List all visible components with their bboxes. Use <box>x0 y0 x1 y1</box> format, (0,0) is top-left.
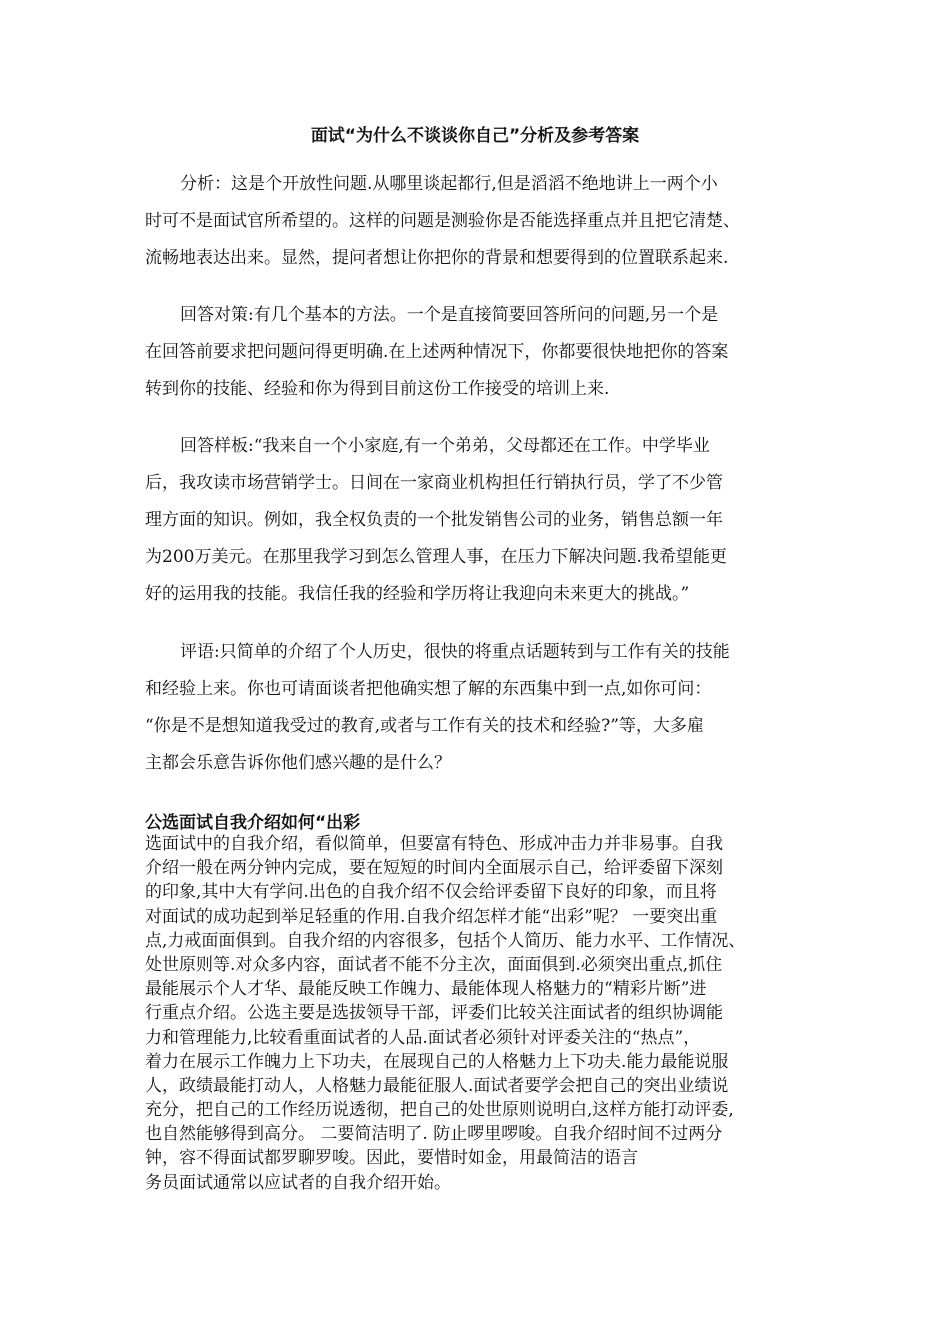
body-line: 钟，容不得面试都罗聊罗唆。因此，要惜时如金，用最简洁的语言 <box>145 1148 638 1169</box>
document-title: 面试“为什么不谈谈你自己”分析及参考答案 <box>310 126 640 146</box>
body-line: 人，政绩最能打动人，人格魅力最能征服人.面试者要学会把自己的突出业绩说 <box>145 1075 729 1096</box>
body-line: 行重点介绍。公选主要是选拔领导干部，评委们比较关注面试者的组织协调能 <box>145 1003 723 1024</box>
body-line: 充分，把自己的工作经历说透彻，把自己的处世原则说明白,这样方能打动评委, <box>145 1100 734 1121</box>
paragraph-line: “你是不是想知道我受过的教育,或者与工作有关的技术和经验?”等，大多雇 <box>145 716 704 736</box>
paragraph-line: 回答对策:有几个基本的方法。一个是直接简要回答所问的问题,另一个是 <box>180 305 719 325</box>
paragraph-line: 转到你的技能、经验和你为得到目前这份工作接受的培训上来. <box>145 379 610 399</box>
paragraph-line: 好的运用我的技能。我信任我的经验和学历将让我迎向未来更大的挑战。” <box>145 584 690 604</box>
comment-paragraph <box>145 634 810 782</box>
paragraph-line: 主都会乐意告诉你他们感兴趣的是什么？ <box>145 753 451 773</box>
paragraph-line: 在回答前要求把问题问得更明确.在上述两种情况下，你都要很快地把你的答案 <box>145 342 729 362</box>
body-line: 处世原则等.对众多内容，面试者不能不分主次，面面俱到.必须突出重点,抓住 <box>145 954 723 975</box>
paragraph-line: 流畅地表达出来。显然，提问者想让你把你的背景和想要得到的位置联系起来. <box>145 248 729 268</box>
body-line: 力和管理能力,比较看重面试者的人品.面试者必须针对评委关注的“热点”， <box>145 1027 701 1048</box>
paragraph-line: 后，我攻读市场营销学士。日间在一家商业机构担任行销执行员，学了不少管 <box>145 473 723 493</box>
sample-answer-paragraph <box>145 428 810 613</box>
paragraph-line: 分析：这是个开放性问题.从哪里谈起都行,但是滔滔不绝地讲上一两个小 <box>180 174 718 194</box>
body-line: 的印象,其中大有学问.出色的自我介绍不仅会给评委留下良好的印象，而且将 <box>145 882 717 903</box>
body-line: 也自然能够得到高分。 二要简洁明了. 防止啰里啰唆。自我介绍时间不过两分 <box>145 1124 723 1145</box>
body-line: 介绍一般在两分钟内完成，要在短短的时间内全面展示自己，给评委留下深刻 <box>145 858 723 879</box>
section-heading: 公选面试自我介绍如何“出彩 <box>145 813 361 833</box>
body-line: 对面试的成功起到举足轻重的作用.自我介绍怎样才能“出彩”呢？ 一要突出重 <box>145 906 718 927</box>
body-line: 点,力戒面面俱到。自我介绍的内容很多，包括个人简历、能力水平、工作情况、 <box>145 930 746 951</box>
analysis-paragraph <box>145 166 810 277</box>
paragraph-line: 回答样板:“我来自一个小家庭,有一个弟弟，父母都还在工作。中学毕业 <box>180 436 710 456</box>
strategy-paragraph <box>145 297 810 408</box>
body-line: 最能展示个人才华、最能反映工作魄力、最能体现人格魅力的“精彩片断”进 <box>145 979 707 1000</box>
paragraph-line: 时可不是面试官所希望的。这样的问题是测验你是否能选择重点并且把它清楚、 <box>145 211 740 231</box>
paragraph-line: 理方面的知识。例如，我全权负责的一个批发销售公司的业务，销售总额一年 <box>145 510 723 530</box>
paragraph-line: 和经验上来。你也可请面谈者把他确实想了解的东西集中到一点,如你可问： <box>145 679 712 699</box>
body-line: 选面试中的自我介绍，看似简单，但要富有特色、形成冲击力并非易事。自我 <box>145 834 723 854</box>
body-line: 务员面试通常以应试者的自我介绍开始。 <box>145 1172 451 1193</box>
body-line: 着力在展示工作魄力上下功夫，在展现自己的人格魅力上下功夫.能力最能说服 <box>145 1051 729 1072</box>
paragraph-line: 为200万美元。在那里我学习到怎么管理人事，在压力下解决问题.我希望能更 <box>145 547 727 567</box>
paragraph-line: 评语:只简单的介绍了个人历史，很快的将重点话题转到与工作有关的技能 <box>180 642 730 662</box>
self-intro-body <box>145 832 815 1195</box>
